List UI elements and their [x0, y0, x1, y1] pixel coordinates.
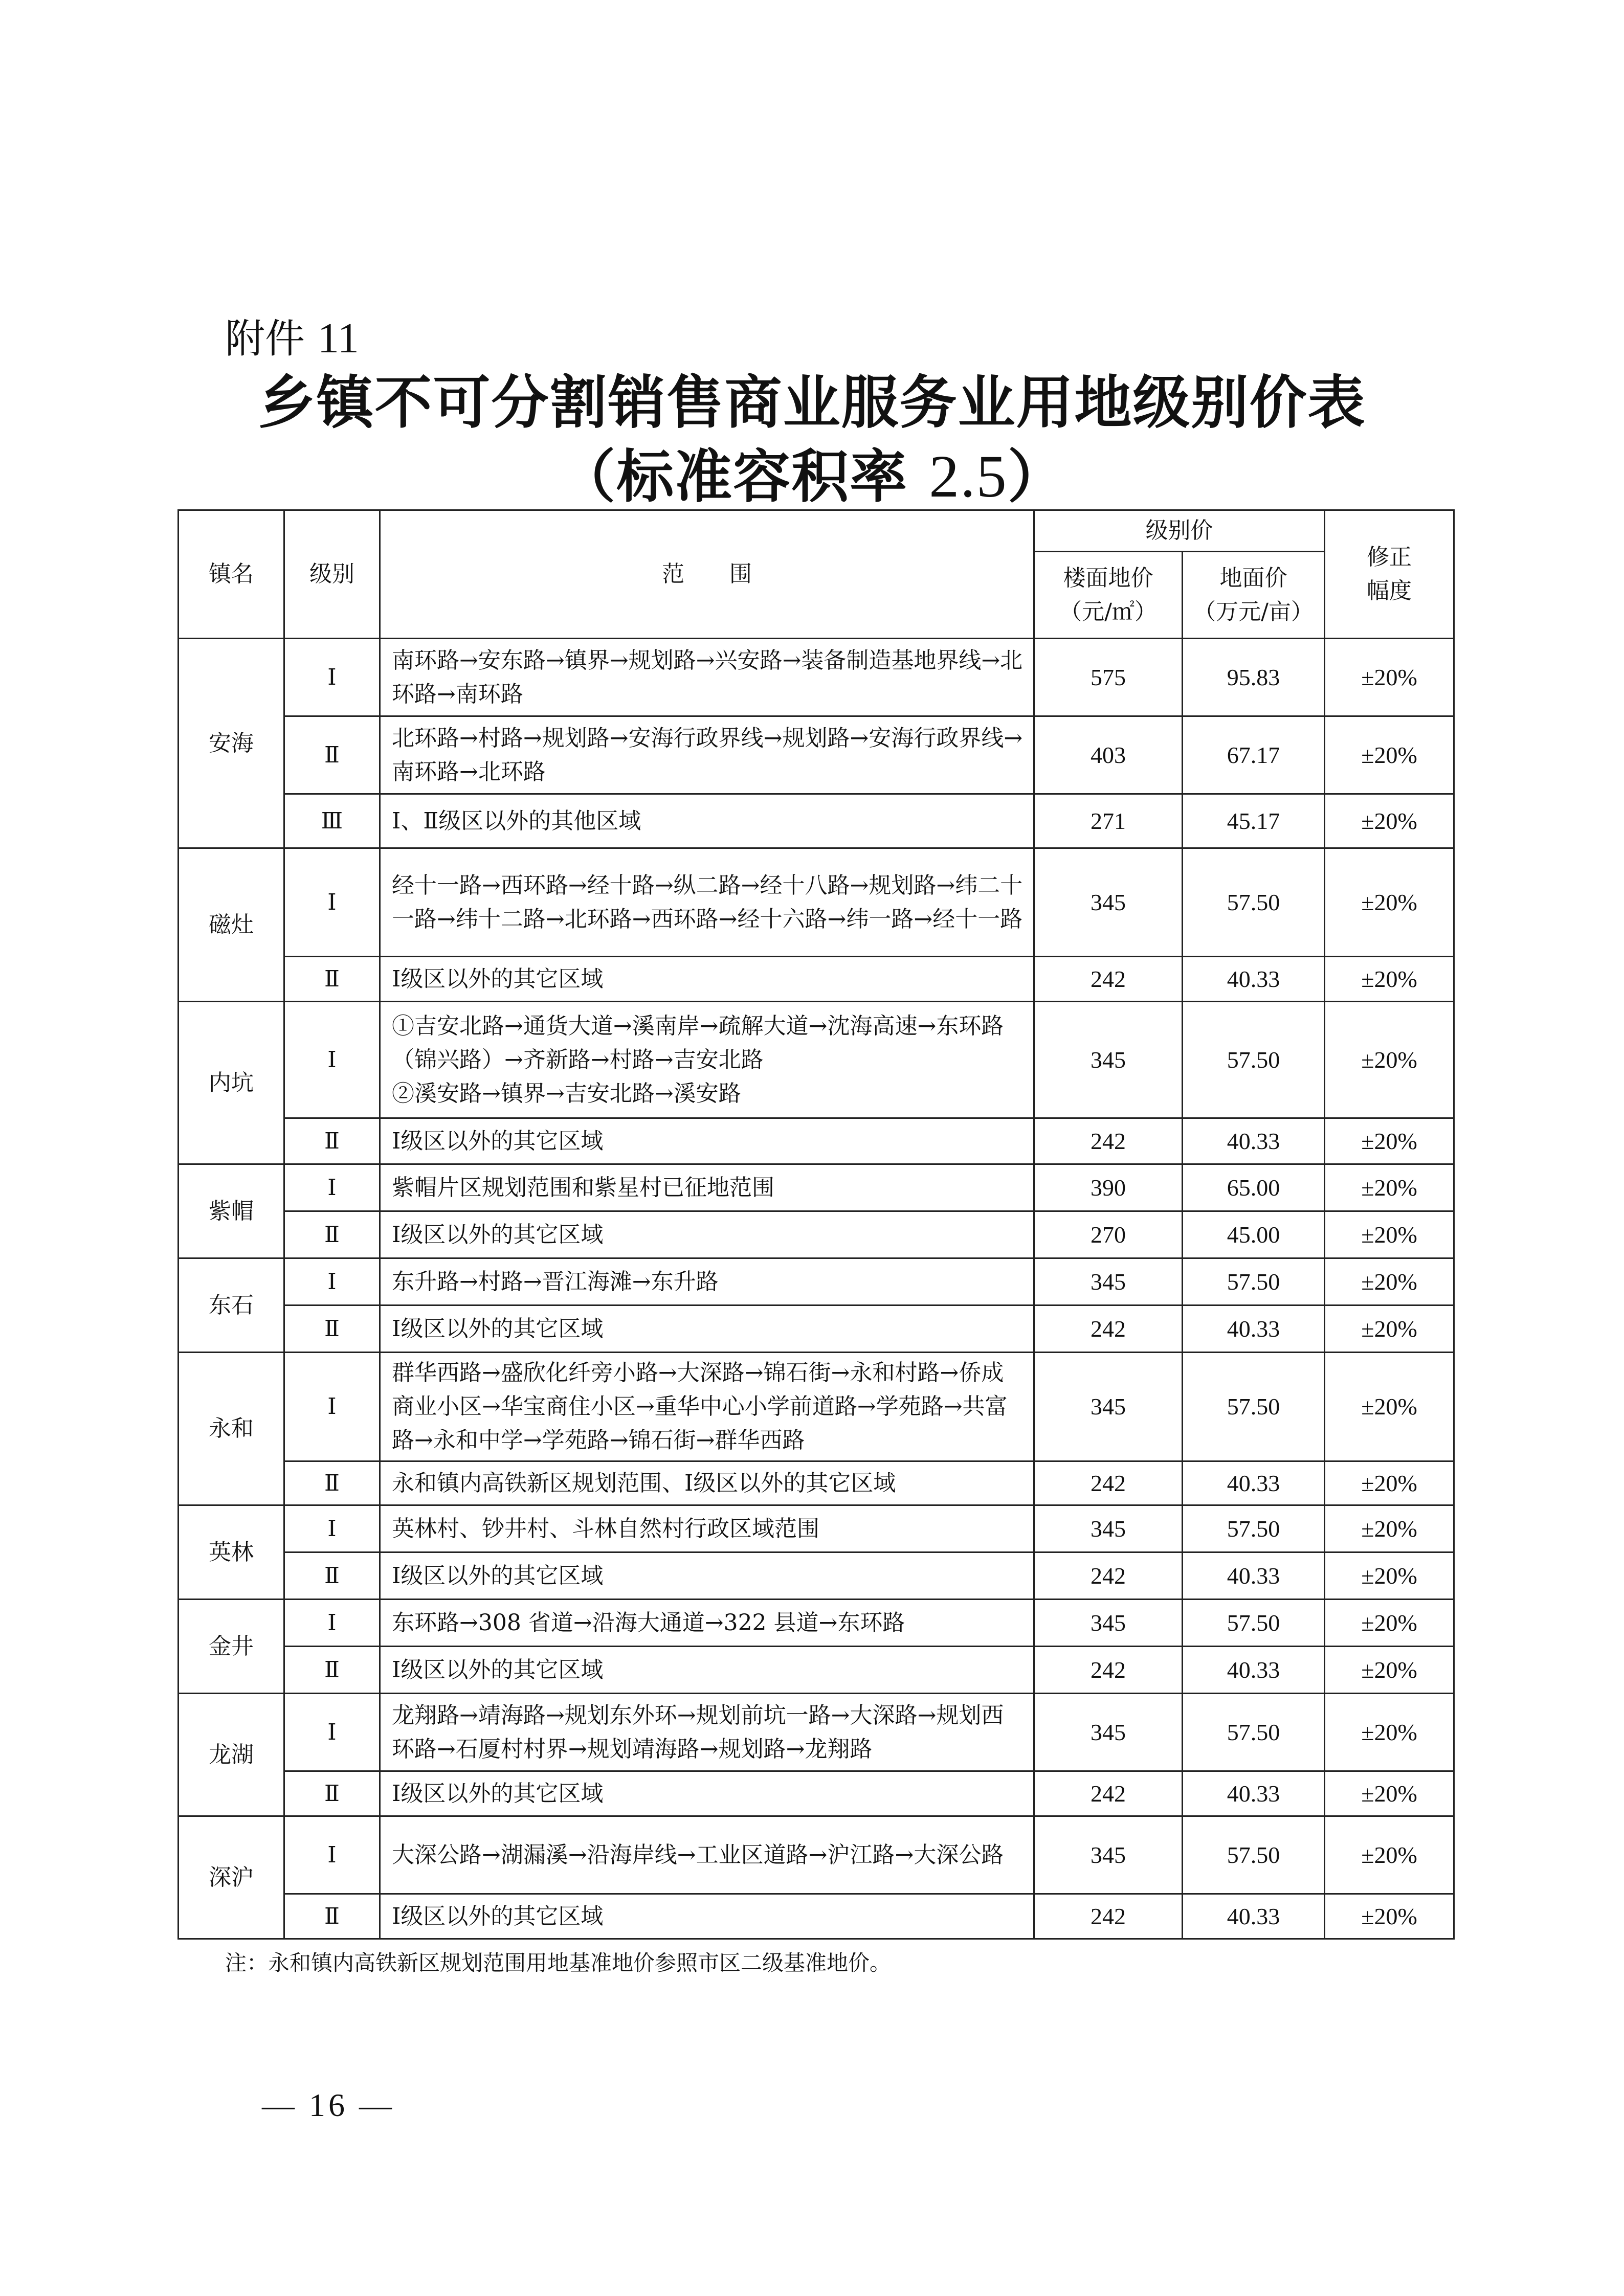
level-cell: Ⅰ — [284, 1353, 380, 1461]
town-cell: 紫帽 — [179, 1164, 284, 1258]
table-row — [179, 1118, 1454, 1164]
level-cell: Ⅱ — [284, 716, 380, 794]
page-title: 乡镇不可分割销售商业服务业用地级别价表 — [258, 370, 1366, 436]
level-cell: Ⅰ — [284, 1816, 380, 1894]
range-cell: Ⅰ级区以外的其它区域 — [380, 1118, 1034, 1164]
adjust-cell: ±20% — [1325, 957, 1454, 1002]
land-price-cell: 40.33 — [1183, 957, 1325, 1002]
adjust-cell: ±20% — [1325, 1461, 1454, 1505]
range-cell: Ⅰ级区以外的其它区域 — [380, 1211, 1034, 1258]
table-row — [179, 1353, 1454, 1461]
adjust-cell: ±20% — [1325, 1002, 1454, 1118]
level-cell: Ⅱ — [284, 1771, 380, 1816]
table-row — [179, 1816, 1454, 1894]
header-price-group: 级别价 — [1034, 510, 1325, 552]
adjust-cell: ±20% — [1325, 1211, 1454, 1258]
adjust-cell: ±20% — [1325, 639, 1454, 716]
town-cell: 英林 — [179, 1505, 284, 1600]
range-cell: 南环路→安东路→镇界→规划路→兴安路→装备制造基地界线→北环路→南环路 — [380, 639, 1034, 716]
land-price-cell: 40.33 — [1183, 1894, 1325, 1939]
floor-price-cell: 242 — [1034, 1305, 1183, 1353]
table-row — [179, 716, 1454, 794]
floor-price-cell: 345 — [1034, 1353, 1183, 1461]
adjust-cell: ±20% — [1325, 1353, 1454, 1461]
header-range: 范 围 — [380, 510, 1034, 639]
range-cell: Ⅰ级区以外的其它区域 — [380, 1771, 1034, 1816]
attachment-number: 11 — [317, 314, 359, 362]
range-cell: Ⅰ级区以外的其它区域 — [380, 957, 1034, 1002]
header-floor-price: 楼面地价 （元/㎡） — [1034, 552, 1183, 639]
town-cell: 龙湖 — [179, 1694, 284, 1816]
standard-plot-ratio: 2.5 — [929, 443, 1008, 510]
adjust-cell: ±20% — [1325, 1816, 1454, 1894]
floor-price-cell: 271 — [1034, 794, 1183, 848]
table-row — [179, 1002, 1454, 1118]
adjust-cell: ±20% — [1325, 1164, 1454, 1211]
floor-price-cell: 345 — [1034, 1505, 1183, 1552]
land-price-cell: 57.50 — [1183, 848, 1325, 957]
table-row — [179, 1461, 1454, 1505]
range-cell: ①吉安北路→通货大道→溪南岸→疏解大道→沈海高速→东环路（锦兴路）→齐新路→村路→吉安北路 ②溪安路→镇界→吉安北路→溪安路 — [380, 1002, 1034, 1118]
land-price-cell: 57.50 — [1183, 1353, 1325, 1461]
range-cell: 龙翔路→靖海路→规划东外环→规划前坑一路→大深路→规划西环路→石厦村村界→规划靖海路→规划路→龙翔路 — [380, 1694, 1034, 1771]
floor-price-cell: 242 — [1034, 1647, 1183, 1694]
land-price-cell: 57.50 — [1183, 1258, 1325, 1305]
land-price-cell: 57.50 — [1183, 1816, 1325, 1894]
adjust-cell: ±20% — [1325, 1505, 1454, 1552]
footnote: 注：永和镇内高铁新区规划范围用地基准地价参照市区二级基准地价。 — [225, 1950, 892, 1975]
header-land-price: 地面价 （万元/亩） — [1183, 552, 1325, 639]
level-cell: Ⅰ — [284, 848, 380, 957]
level-cell: Ⅱ — [284, 1894, 380, 1939]
header-row — [179, 510, 1454, 552]
floor-price-cell: 242 — [1034, 1461, 1183, 1505]
adjust-cell: ±20% — [1325, 1305, 1454, 1353]
range-cell: 大深公路→湖漏溪→沿海岸线→工业区道路→沪江路→大深公路 — [380, 1816, 1034, 1894]
range-cell: 北环路→村路→规划路→安海行政界线→规划路→安海行政界线→南环路→北环路 — [380, 716, 1034, 794]
land-price-cell: 57.50 — [1183, 1002, 1325, 1118]
level-cell: Ⅱ — [284, 957, 380, 1002]
land-price-cell: 67.17 — [1183, 716, 1325, 794]
range-cell: Ⅰ级区以外的其它区域 — [380, 1552, 1034, 1600]
adjust-cell: ±20% — [1325, 1894, 1454, 1939]
header-level: 级别 — [284, 510, 380, 639]
table-row — [179, 1771, 1454, 1816]
floor-price-cell: 270 — [1034, 1211, 1183, 1258]
level-cell: Ⅱ — [284, 1647, 380, 1694]
floor-price-cell: 575 — [1034, 639, 1183, 716]
range-cell: 东升路→村路→晋江海滩→东升路 — [380, 1258, 1034, 1305]
land-price-cell: 40.33 — [1183, 1771, 1325, 1816]
land-price-cell: 40.33 — [1183, 1552, 1325, 1600]
range-cell: 群华西路→盛欣化纤旁小路→大深路→锦石街→永和村路→侨成商业小区→华宝商住小区→重华中心小学前道路→学苑路→共富路→永和中学→学苑路→锦石街→群华西路 — [380, 1353, 1034, 1461]
adjust-cell: ±20% — [1325, 1647, 1454, 1694]
level-cell: Ⅰ — [284, 1694, 380, 1771]
floor-price-cell: 345 — [1034, 848, 1183, 957]
table-row — [179, 1600, 1454, 1647]
range-cell: 东环路→308 省道→沿海大通道→322 县道→东环路 — [380, 1600, 1034, 1647]
range-cell: 经十一路→西环路→经十路→纵二路→经十八路→规划路→纬二十一路→纬十二路→北环路→西环路→经十六路→纬一路→经十一路 — [380, 848, 1034, 957]
floor-price-cell: 242 — [1034, 1118, 1183, 1164]
table-row — [179, 1305, 1454, 1353]
adjust-cell: ±20% — [1325, 1258, 1454, 1305]
floor-price-cell: 345 — [1034, 1694, 1183, 1771]
floor-price-cell: 242 — [1034, 1552, 1183, 1600]
land-price-cell: 45.00 — [1183, 1211, 1325, 1258]
town-cell: 内坑 — [179, 1002, 284, 1164]
page-number: — 16 — — [262, 2087, 395, 2123]
table-row — [179, 794, 1454, 848]
adjust-cell: ±20% — [1325, 1694, 1454, 1771]
land-price-cell: 40.33 — [1183, 1305, 1325, 1353]
floor-price-cell: 403 — [1034, 716, 1183, 794]
level-cell: Ⅲ — [284, 794, 380, 848]
adjust-cell: ±20% — [1325, 1552, 1454, 1600]
header-adjust: 修正 幅度 — [1325, 510, 1454, 639]
adjust-cell: ±20% — [1325, 794, 1454, 848]
level-cell: Ⅱ — [284, 1461, 380, 1505]
land-price-cell: 57.50 — [1183, 1694, 1325, 1771]
land-price-cell: 65.00 — [1183, 1164, 1325, 1211]
level-cell: Ⅰ — [284, 1505, 380, 1552]
land-price-cell: 40.33 — [1183, 1118, 1325, 1164]
table-row — [179, 1258, 1454, 1305]
range-cell: Ⅰ、Ⅱ级区以外的其他区域 — [380, 794, 1034, 848]
range-cell: Ⅰ级区以外的其它区域 — [380, 1894, 1034, 1939]
land-price-cell: 57.50 — [1183, 1600, 1325, 1647]
adjust-cell: ±20% — [1325, 1771, 1454, 1816]
land-price-table — [177, 509, 1455, 1940]
land-price-cell: 95.83 — [1183, 639, 1325, 716]
adjust-cell: ±20% — [1325, 1118, 1454, 1164]
range-cell: 紫帽片区规划范围和紫星村已征地范围 — [380, 1164, 1034, 1211]
level-cell: Ⅱ — [284, 1305, 380, 1353]
level-cell: Ⅱ — [284, 1211, 380, 1258]
land-price-cell: 40.33 — [1183, 1461, 1325, 1505]
level-cell: Ⅱ — [284, 1118, 380, 1164]
table-row — [179, 1647, 1454, 1694]
adjust-cell: ±20% — [1325, 848, 1454, 957]
town-cell: 永和 — [179, 1353, 284, 1505]
floor-price-cell: 242 — [1034, 1894, 1183, 1939]
attachment-label: 附件 11 — [225, 314, 359, 362]
floor-price-cell: 390 — [1034, 1164, 1183, 1211]
level-cell: Ⅰ — [284, 1002, 380, 1118]
table-row — [179, 1211, 1454, 1258]
land-price-cell: 45.17 — [1183, 794, 1325, 848]
level-cell: Ⅱ — [284, 1552, 380, 1600]
table-row — [179, 1505, 1454, 1552]
range-cell: 永和镇内高铁新区规划范围、Ⅰ级区以外的其它区域 — [380, 1461, 1034, 1505]
adjust-cell: ±20% — [1325, 716, 1454, 794]
floor-price-cell: 345 — [1034, 1816, 1183, 1894]
table-row — [179, 848, 1454, 957]
level-cell: Ⅰ — [284, 1258, 380, 1305]
floor-price-cell: 242 — [1034, 957, 1183, 1002]
town-cell: 金井 — [179, 1600, 284, 1694]
floor-price-cell: 345 — [1034, 1600, 1183, 1647]
town-cell: 安海 — [179, 639, 284, 848]
header-town: 镇名 — [179, 510, 284, 639]
town-cell: 深沪 — [179, 1816, 284, 1939]
land-price-cell: 40.33 — [1183, 1647, 1325, 1694]
page-subtitle: （标准容积率 2.5） — [558, 443, 1066, 510]
table-row — [179, 1552, 1454, 1600]
table-row — [179, 1694, 1454, 1771]
table-row — [179, 1164, 1454, 1211]
adjust-cell: ±20% — [1325, 1600, 1454, 1647]
level-cell: Ⅰ — [284, 1600, 380, 1647]
floor-price-cell: 242 — [1034, 1771, 1183, 1816]
table-row — [179, 957, 1454, 1002]
land-price-cell: 57.50 — [1183, 1505, 1325, 1552]
level-cell: Ⅰ — [284, 639, 380, 716]
floor-price-cell: 345 — [1034, 1002, 1183, 1118]
table-row — [179, 1894, 1454, 1939]
range-cell: 英林村、钞井村、斗林自然村行政区域范围 — [380, 1505, 1034, 1552]
floor-price-cell: 345 — [1034, 1258, 1183, 1305]
town-cell: 东石 — [179, 1258, 284, 1353]
table-row — [179, 639, 1454, 716]
town-cell: 磁灶 — [179, 848, 284, 1002]
level-cell: Ⅰ — [284, 1164, 380, 1211]
range-cell: Ⅰ级区以外的其它区域 — [380, 1305, 1034, 1353]
range-cell: Ⅰ级区以外的其它区域 — [380, 1647, 1034, 1694]
